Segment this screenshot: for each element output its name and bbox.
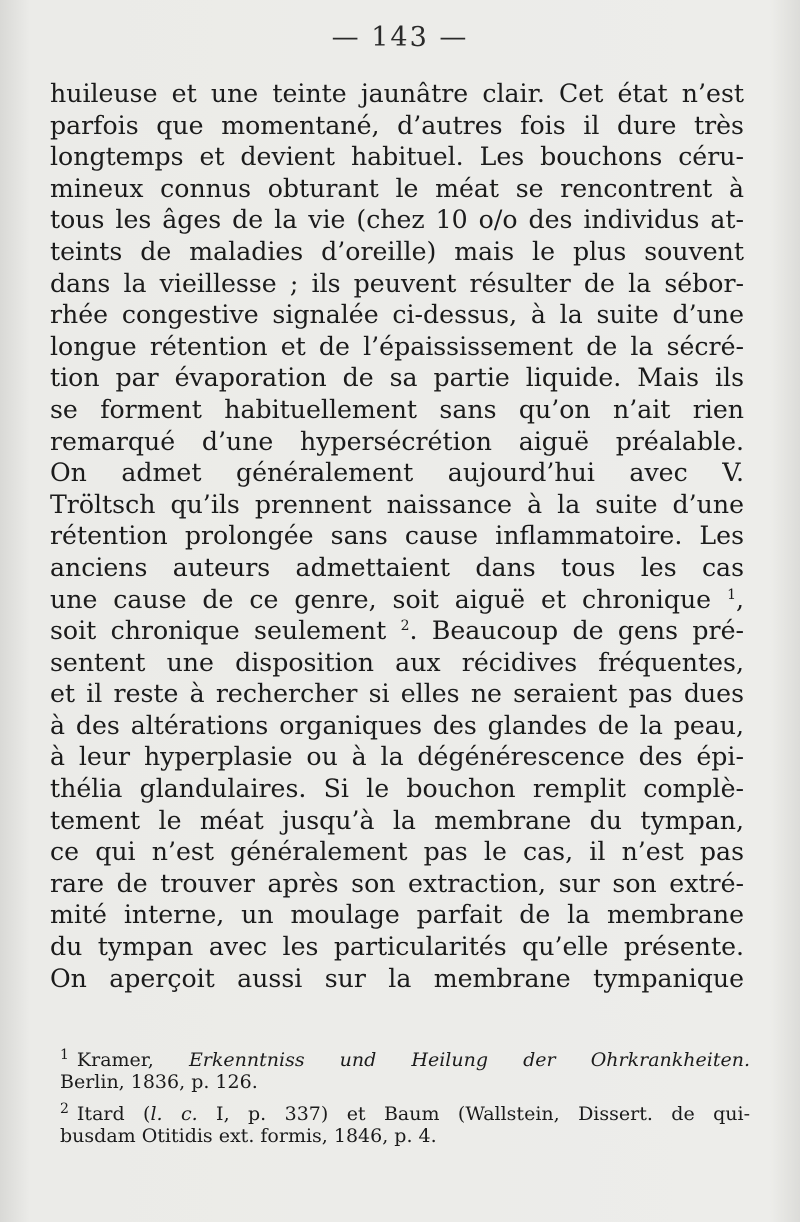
text-line: à des altérations organiques des glandes de la peau, [50,710,744,740]
text-line: rhée congestive signalée ci-dessus, à la suite d’une [50,300,744,330]
text-segment: . Beaucoup de gens pré- [409,616,744,646]
text-line-with-footnote-2 [50,615,744,647]
footnote-2-continued: busdam Otitidis ext. formis, 1846, p. 4. [60,1125,437,1147]
footnote-2-text: I, p. 337) et Baum (Wallstein, Dissert. de qui- [197,1103,750,1125]
text-line: à leur hyperplasie ou à la dégénérescence des épi- [50,742,744,772]
text-segment: soit chronique seulement [50,616,387,646]
text-line: dans la vieillesse ; ils peuvent résulter de la sébor- [50,268,744,298]
text-line: anciens auteurs admettaient dans tous les cas [50,552,744,582]
text-line: parfois que momentané, d’autres fois il dure très [50,110,744,140]
footnotes [60,1042,750,1150]
body-text [50,78,744,994]
text-line: thélia glandulaires. Si le bouchon remplit complè- [50,774,744,804]
text-line: rétention prolongée sans cause inflammatoire. Les [50,521,744,551]
text-line: sentent une disposition aux récidives fréquentes, [50,647,744,677]
footnote-ref-1[interactable]: 1 [727,586,736,603]
footnote-1-publication: Berlin, 1836, p. 126. [60,1071,258,1093]
footnote-2-italic: l. c. [150,1103,198,1125]
text-line: longue rétention et de l’épaississement de la sécré- [50,331,744,361]
text-line: et il reste à rechercher si elles ne seraient pas dues [50,679,744,709]
footnote-2-mark: 2 [60,1101,69,1117]
text-line: ce qui n’est généralement pas le cas, il n’est pas [50,837,744,867]
text-line: tement le méat jusqu’à la membrane du tympan, [50,805,744,835]
text-line: On admet généralement aujourd’hui avec V. [50,458,744,488]
text-line: longtemps et devient habituel. Les bouchons céru- [50,142,744,172]
footnote-1-mark: 1 [60,1047,69,1063]
text-line-with-footnote-1 [50,584,744,616]
text-line: du tympan avec les particularités qu’elle présente. [50,932,744,962]
text-segment: une cause de ce genre, soit aiguë et chronique [50,584,712,614]
page-number: — 143 — [331,22,469,53]
text-line: mineux connus obturant le méat se rencontrent à [50,173,744,203]
text-line: tion par évaporation de sa partie liquide. Mais ils [50,363,744,393]
text-line: On aperçoit aussi sur la membrane tympanique [50,963,744,993]
footnote-2-text: Itard ( [76,1103,151,1125]
footnote-1 [60,1042,750,1069]
text-line: remarqué d’une hypersécrétion aiguë préalable. [50,426,744,456]
text-line: huileuse et une teinte jaunâtre clair. Cet état n’est [50,79,744,108]
footnote-2 [60,1096,750,1123]
footnote-1-author: Kramer, [76,1049,154,1071]
text-line: teints de maladies d’oreille) mais le plus souvent [50,236,744,266]
text-line: se forment habituellement sans qu’on n’ait rien [50,394,744,424]
text-line: tous les âges de la vie (chez 10 o/o des individus at- [50,205,744,235]
text-line: Tröltsch qu’ils prennent naissance à la suite d’une [50,489,744,519]
text-line: mité interne, un moulage parfait de la membrane [50,900,744,930]
footnote-ref-2[interactable]: 2 [400,618,410,635]
text-line: rare de trouver après son extraction, sur son extré- [50,868,744,898]
text-segment: , [735,584,744,614]
footnote-1-title: Erkenntniss und Heilung der Ohrkrankheiten. [188,1049,750,1071]
